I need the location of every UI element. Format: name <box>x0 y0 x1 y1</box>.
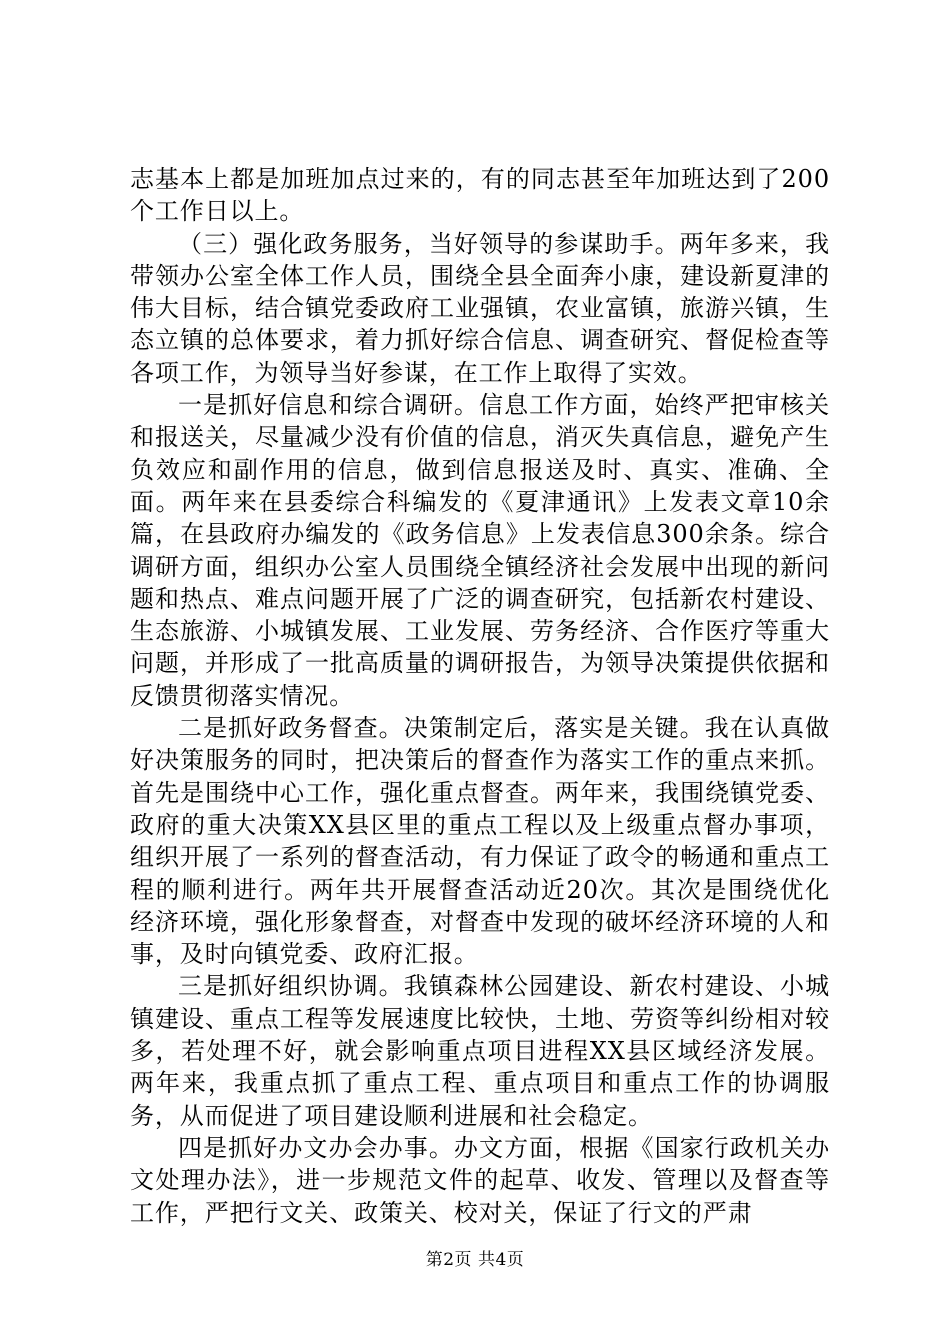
paragraph-coordination: 三是抓好组织协调。我镇森林公园建设、新农村建设、小城镇建设、重点工程等发展速度比较快，土地、劳资等纠纷相对较多，若处理不好，就会影响重点项目进程XX县区域经济发展。两年来，我重点抓了重点工程、重点项目和重点工作的协调服务，从而促进了项目建设顺利进展和社会稳定。 <box>130 972 830 1130</box>
document-body <box>130 163 830 1229</box>
paragraph-document-handling: 四是抓好办文办会办事。办文方面，根据《国家行政机关办文处理办法》，进一步规范文件的起草、收发、管理以及督查等工作，严把行文关、政策关、校对关，保证了行文的严肃 <box>130 1133 830 1227</box>
page-footer: 第2页 共4页 <box>425 1250 525 1270</box>
paragraph-information-research: 一是抓好信息和综合调研。信息工作方面，始终严把审核关和报送关，尽量减少没有价值的信息，消灭失真信息，避免产生负效应和副作用的信息，做到信息报送及时、真实、准确、全面。两年来在县委综合科编发的《夏津通讯》上发表文章10余篇，在县政府办编发的《政务信息》上发表信息300余条。综合调研方面，组织办公室人员围绕全镇经济社会发展中出现的新问题和热点、难点问题开展了广泛的调查研究，包括新农村建设、生态旅游、小城镇发展、工业发展、劳务经济、合作医疗等重大问题，并形成了一批高质量的调研报告，为领导决策提供依据和反馈贯彻落实情况。 <box>130 391 830 710</box>
paragraph-supervision: 二是抓好政务督查。决策制定后，落实是关键。我在认真做好决策服务的同时，把决策后的督查作为落实工作的重点来抓。首先是围绕中心工作，强化重点督查。两年来，我围绕镇党委、政府的重大决策XX县区里的重点工程以及上级重点督办事项，组织开展了一系列的督查活动，有力保证了政令的畅通和重点工程的顺利进行。两年共开展督查活动近20次。其次是围绕优化经济环境，强化形象督查，对督查中发现的破坏经济环境的人和事，及时向镇党委、政府汇报。 <box>130 714 830 969</box>
paragraph-section-three: （三）强化政务服务，当好领导的参谋助手。两年多来，我带领办公室全体工作人员，围绕全县全面奔小康，建设新夏津的伟大目标，结合镇党委政府工业强镇，农业富镇，旅游兴镇，生态立镇的总体要求，着力抓好综合信息、调查研究、督促检查等各项工作，为领导当好参谋，在工作上取得了实效。 <box>130 229 830 387</box>
paragraph-continuation: 志基本上都是加班加点过来的，有的同志甚至年加班达到了200个工作日以上。 <box>130 165 830 226</box>
